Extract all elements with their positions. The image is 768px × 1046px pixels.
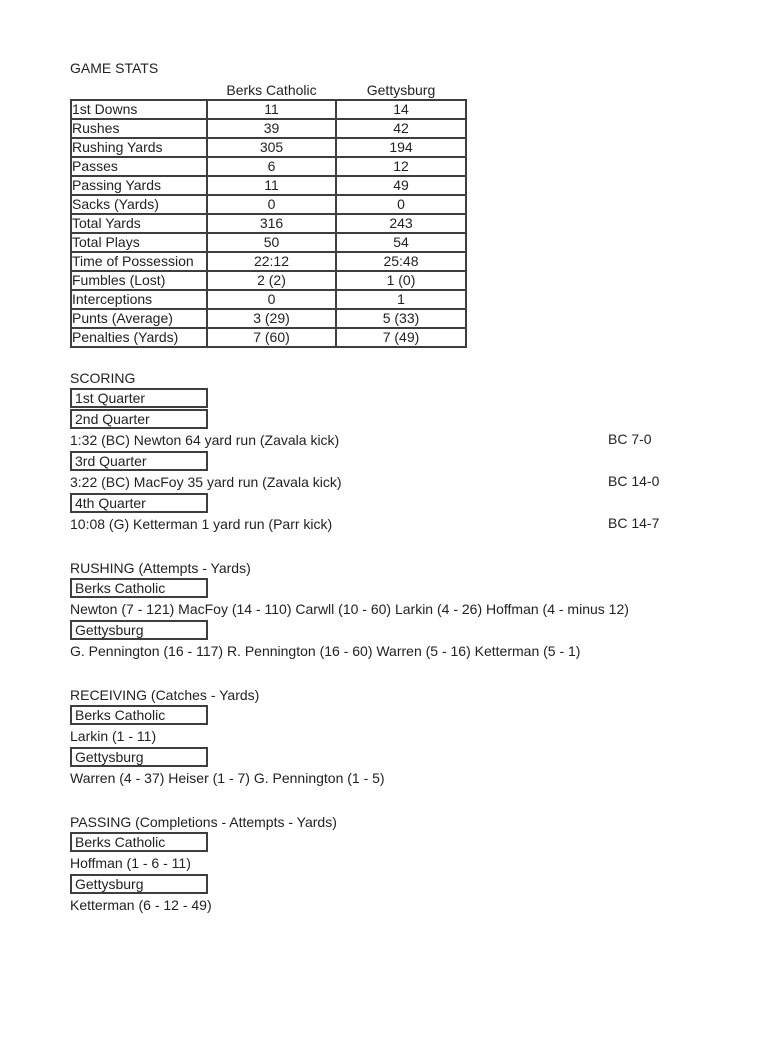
team-label-box: Gettysburg — [70, 620, 208, 640]
stat-label: Rushing Yards — [71, 138, 207, 157]
scoring-section — [70, 370, 730, 534]
stat-berks-value: 11 — [207, 100, 336, 119]
passing-stats-berks: Hoffman (1 - 6 - 11) — [70, 854, 191, 871]
stat-label: Penalties (Yards) — [71, 328, 207, 347]
stat-label: Fumbles (Lost) — [71, 271, 207, 290]
passing-team-line — [70, 831, 730, 852]
stat-label: Total Yards — [71, 214, 207, 233]
scoring-play-score: BC 14-7 — [608, 515, 660, 531]
quarter-label-box: 3rd Quarter — [70, 451, 208, 471]
team-label-box: Berks Catholic — [70, 578, 208, 598]
quarter-label-box: 4th Quarter — [70, 493, 208, 513]
scoring-play-text: 1:32 (BC) Newton 64 yard run (Zavala kick) — [70, 431, 340, 448]
rushing-section — [70, 560, 730, 661]
rushing-title: RUSHING (Attempts - Yards) — [70, 560, 251, 576]
scoring-play-score: BC 7-0 — [608, 431, 652, 447]
passing-section — [70, 814, 730, 915]
scoring-play-line — [70, 429, 730, 450]
scoring-title: SCORING — [70, 370, 136, 386]
stat-berks-value: 2 (2) — [207, 271, 336, 290]
stat-berks-value: 50 — [207, 233, 336, 252]
receiving-team-line — [70, 704, 730, 725]
passing-team-line — [70, 873, 730, 894]
table-row — [71, 157, 466, 176]
table-row — [71, 252, 466, 271]
stat-label: Rushes — [71, 119, 207, 138]
game-stats-table — [70, 81, 467, 348]
stat-gettysburg-value: 49 — [336, 176, 466, 195]
stat-label: Sacks (Yards) — [71, 195, 207, 214]
stat-gettysburg-value: 54 — [336, 233, 466, 252]
table-row — [71, 290, 466, 309]
stat-gettysburg-value: 1 — [336, 290, 466, 309]
stats-header-berks-catholic: Berks Catholic — [226, 82, 317, 98]
document-page — [70, 60, 730, 915]
table-row — [71, 176, 466, 195]
scoring-line — [70, 408, 730, 429]
rushing-team-line — [70, 577, 730, 598]
stat-gettysburg-value: 42 — [336, 119, 466, 138]
scoring-line — [70, 450, 730, 471]
table-row — [71, 309, 466, 328]
stat-label: 1st Downs — [71, 100, 207, 119]
stat-label: Total Plays — [71, 233, 207, 252]
stat-gettysburg-value: 25:48 — [336, 252, 466, 271]
stats-header-row — [71, 81, 466, 100]
stat-gettysburg-value: 243 — [336, 214, 466, 233]
scoring-line — [70, 387, 730, 408]
game-stats-title: GAME STATS — [70, 60, 159, 76]
stat-gettysburg-value: 7 (49) — [336, 328, 466, 347]
table-row — [71, 328, 466, 347]
table-row — [71, 214, 466, 233]
quarter-label-box: 1st Quarter — [70, 388, 208, 408]
table-row — [71, 195, 466, 214]
rushing-stats-berks: Newton (7 - 121) MacFoy (14 - 110) Carwll (10 - 60) Larkin (4 - 26) Hoffman (4 - minus 12) — [70, 600, 629, 617]
table-row — [71, 271, 466, 290]
stat-berks-value: 0 — [207, 290, 336, 309]
stat-gettysburg-value: 194 — [336, 138, 466, 157]
table-row — [71, 119, 466, 138]
stat-gettysburg-value: 0 — [336, 195, 466, 214]
stat-label: Passes — [71, 157, 207, 176]
stat-gettysburg-value: 14 — [336, 100, 466, 119]
team-label-box: Gettysburg — [70, 747, 208, 767]
stat-berks-value: 22:12 — [207, 252, 336, 271]
stat-gettysburg-value: 5 (33) — [336, 309, 466, 328]
scoring-play-score: BC 14-0 — [608, 473, 660, 489]
receiving-team-line — [70, 746, 730, 767]
quarter-label-box: 2nd Quarter — [70, 409, 208, 429]
team-label-box: Berks Catholic — [70, 705, 208, 725]
receiving-stats-berks: Larkin (1 - 11) — [70, 727, 157, 744]
stat-berks-value: 305 — [207, 138, 336, 157]
stat-berks-value: 39 — [207, 119, 336, 138]
scoring-play-text: 10:08 (G) Ketterman 1 yard run (Parr kick) — [70, 515, 333, 532]
stat-label: Time of Possession — [71, 252, 207, 271]
stat-gettysburg-value: 1 (0) — [336, 271, 466, 290]
stats-header-spacer — [71, 81, 207, 100]
scoring-line — [70, 492, 730, 513]
stat-berks-value: 316 — [207, 214, 336, 233]
scoring-play-line — [70, 471, 730, 492]
stat-gettysburg-value: 12 — [336, 157, 466, 176]
receiving-section — [70, 687, 730, 788]
table-row — [71, 100, 466, 119]
receiving-title: RECEIVING (Catches - Yards) — [70, 687, 260, 703]
receiving-stats-gettysburg: Warren (4 - 37) Heiser (1 - 7) G. Pennington (1 - 5) — [70, 769, 385, 786]
team-label-box: Gettysburg — [70, 874, 208, 894]
passing-title: PASSING (Completions - Attempts - Yards) — [70, 814, 337, 830]
stat-berks-value: 7 (60) — [207, 328, 336, 347]
stat-berks-value: 3 (29) — [207, 309, 336, 328]
rushing-stats-gettysburg: G. Pennington (16 - 117) R. Pennington (16 - 60) Warren (5 - 16) Ketterman (5 - 1) — [70, 642, 581, 659]
stat-berks-value: 6 — [207, 157, 336, 176]
stat-berks-value: 0 — [207, 195, 336, 214]
stat-berks-value: 11 — [207, 176, 336, 195]
table-row — [71, 233, 466, 252]
stat-label: Interceptions — [71, 290, 207, 309]
stats-header-gettysburg: Gettysburg — [366, 82, 436, 98]
scoring-play-text: 3:22 (BC) MacFoy 35 yard run (Zavala kick) — [70, 473, 342, 490]
stat-label: Passing Yards — [71, 176, 207, 195]
team-label-box: Berks Catholic — [70, 832, 208, 852]
scoring-play-line — [70, 513, 730, 534]
rushing-team-line — [70, 619, 730, 640]
table-row — [71, 138, 466, 157]
passing-stats-gettysburg: Ketterman (6 - 12 - 49) — [70, 896, 212, 913]
stat-label: Punts (Average) — [71, 309, 207, 328]
